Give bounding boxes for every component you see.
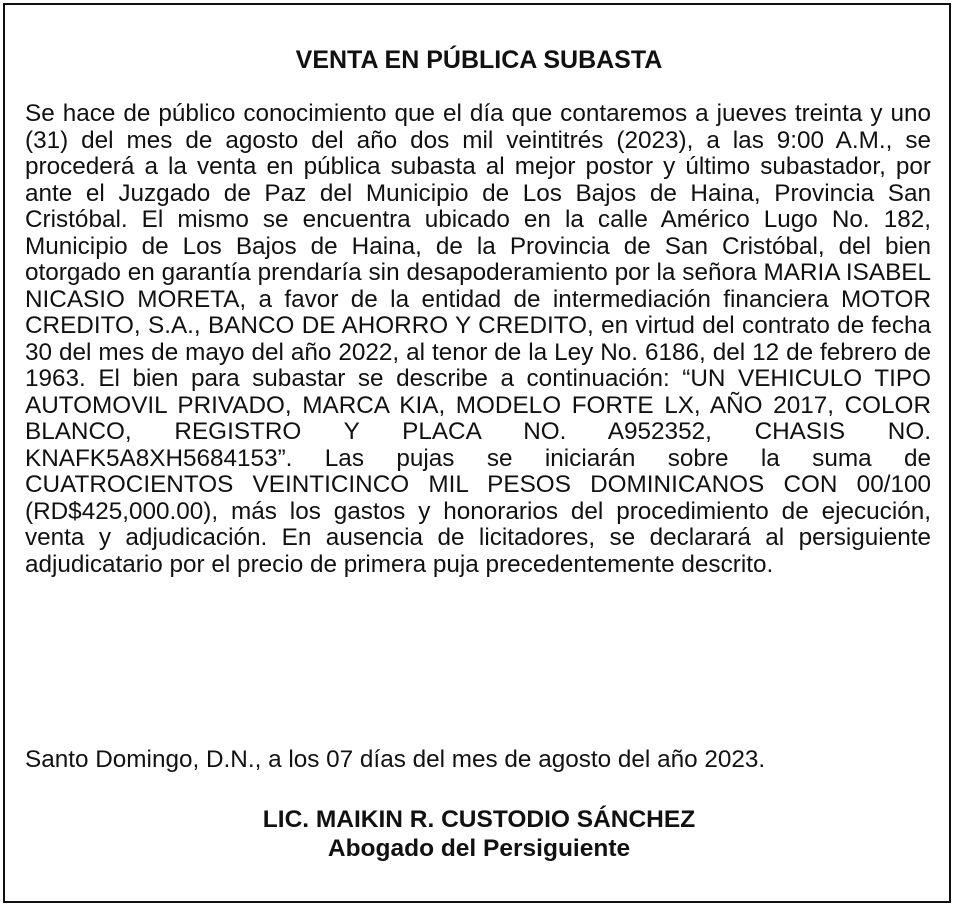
signature-name: LIC. MAIKIN R. CUSTODIO SÁNCHEZ bbox=[262, 806, 696, 833]
signature-role: Abogado del Persiguiente bbox=[327, 835, 631, 862]
notice-frame bbox=[3, 3, 951, 903]
notice-body: Se hace de público conocimiento que el día que contaremos a jueves treinta y uno (31) del mes de agosto del año dos mil veintitrés (2023), a las 9:00 A.M., se procederá a la venta en pública subasta al mejor postor y último subastador, por ante el Juzgado de Paz del Municipio de Los Bajos de Haina, Provincia San Cristóbal. El mismo se encuentra ubicado en la calle Américo Lugo No. 182, Municipio de Los Bajos de Haina, de la Provincia de San Cristóbal, del bien otorgado en garantía prendaría sin desapoderamiento por la señora MARIA ISABEL NICASIO MORETA, a favor de la entidad de intermediación financiera MOTOR CREDITO, S.A., BANCO DE AHORRO Y CREDITO, en virtud del contrato de fecha 30 del mes de mayo del año 2022, al tenor de la Ley No. 6186, del 12 de febrero de 1963. El bien para subastar se describe a continuación: “UN VEHICULO TIPO AUTOMOVIL PRIVADO, MARCA KIA, MODELO FORTE LX, AÑO 2017, COLOR BLANCO, REGISTRO Y PLACA NO. A952352, CHASIS NO. KNAFK5A8XH5684153”. Las pujas se iniciarán sobre la suma de CUATROCIENTOS VEINTICINCO MIL PESOS DOMINICANOS CON 00/100 (RD$425,000.00), más los gastos y honorarios del procedimiento de ejecución, venta y adjudicación. En ausencia de licitadores, se declarará al persiguiente adjudicatario por el precio de primera puja precedentemente descrito. bbox=[25, 100, 931, 578]
notice-place-date: Santo Domingo, D.N., a los 07 días del mes de agosto del año 2023. bbox=[25, 746, 766, 773]
notice-title: VENTA EN PÚBLICA SUBASTA bbox=[295, 46, 663, 74]
